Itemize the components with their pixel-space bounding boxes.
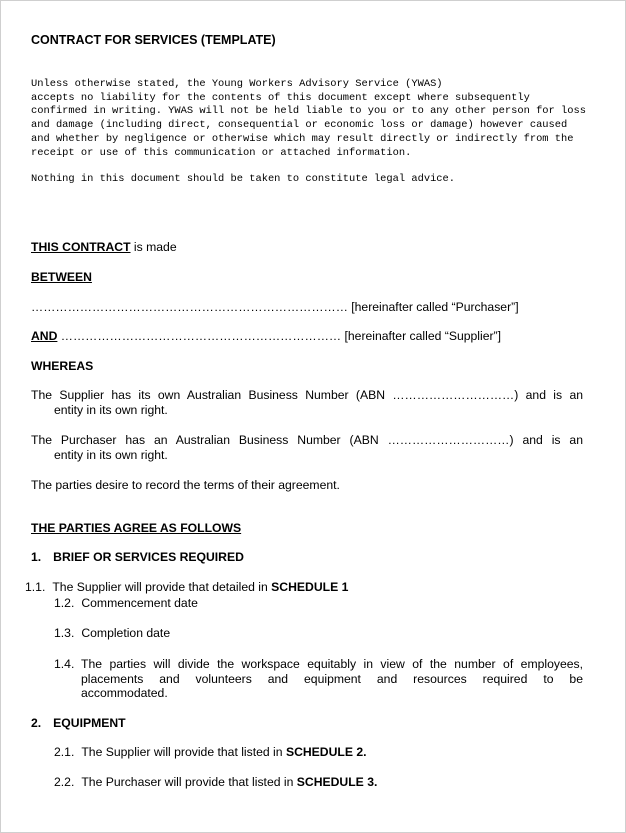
item-1-4-line: accommodated. bbox=[81, 686, 168, 701]
item-1-4-line: placements and volunteers and equipment and resources required to be bbox=[81, 671, 583, 686]
whereas-heading: WHEREAS bbox=[31, 359, 94, 373]
is-made-text: is made bbox=[130, 240, 177, 254]
legal-advice-note: Nothing in this document should be taken to constitute legal advice. bbox=[31, 173, 456, 185]
purchaser-abn-line: The Purchaser has an Australian Business Number (ABN …………………………) and is an bbox=[31, 433, 583, 447]
supplier-abn-clause bbox=[31, 388, 583, 417]
section-2-title: EQUIPMENT bbox=[53, 716, 126, 730]
item-1-4-text bbox=[81, 657, 583, 701]
item-1-2-number: 1.2. bbox=[54, 596, 75, 610]
supplier-entity-line: entity in its own right. bbox=[54, 403, 168, 417]
item-1-4-line: The parties will divide the workspace equitably in view of the number of employees, bbox=[81, 657, 583, 671]
supplier-blank: …………………………………………………………… bbox=[57, 329, 342, 343]
item-1-1-schedule: SCHEDULE 1 bbox=[271, 580, 349, 594]
item-2-1 bbox=[54, 745, 367, 759]
item-2-1-number: 2.1. bbox=[54, 745, 75, 759]
item-2-2-schedule: SCHEDULE 3. bbox=[296, 775, 378, 789]
and-heading: AND bbox=[31, 329, 58, 343]
agree-heading: THE PARTIES AGREE AS FOLLOWS bbox=[31, 521, 242, 535]
disclaimer-line: accepts no liability for the contents of this document except where subsequently bbox=[31, 91, 530, 104]
this-contract-line bbox=[31, 240, 177, 254]
disclaimer-line: and damage (including direct, consequential or economic loss or damage) however caused bbox=[31, 119, 568, 132]
item-1-3 bbox=[54, 626, 170, 640]
supplier-abn-line: The Supplier has its own Australian Business Number (ABN …………………………) and is an bbox=[31, 388, 583, 402]
item-2-2-text: The Purchaser will provide that listed in bbox=[81, 775, 297, 789]
item-2-1-text: The Supplier will provide that listed in bbox=[81, 745, 286, 759]
parties-desire-text: The parties desire to record the terms of their agreement. bbox=[31, 478, 340, 492]
between-heading: BETWEEN bbox=[31, 270, 92, 284]
item-2-2-number: 2.2. bbox=[54, 775, 75, 789]
item-1-2 bbox=[54, 596, 198, 610]
section-2-number: 2. bbox=[31, 716, 42, 730]
item-1-3-text: Completion date bbox=[81, 626, 171, 640]
supplier-label: [hereinafter called “Supplier”] bbox=[341, 329, 501, 343]
purchaser-abn-clause bbox=[31, 433, 583, 462]
disclaimer-line: receipt or use of this communication or attached information. bbox=[31, 146, 412, 159]
purchaser-entity-line: entity in its own right. bbox=[54, 448, 168, 462]
item-2-2 bbox=[54, 775, 377, 789]
item-2-1-schedule: SCHEDULE 2. bbox=[285, 745, 367, 759]
section-1-number: 1. bbox=[31, 550, 42, 564]
purchaser-party-line bbox=[31, 300, 519, 314]
disclaimer-line: and whether by negligence or otherwise which may result directly or indirectly from the bbox=[31, 132, 574, 145]
purchaser-label: [hereinafter called “Purchaser”] bbox=[347, 300, 519, 314]
item-1-2-text: Commencement date bbox=[81, 596, 198, 610]
document-title: CONTRACT FOR SERVICES (TEMPLATE) bbox=[31, 33, 276, 47]
item-1-3-number: 1.3. bbox=[54, 626, 75, 640]
item-1-1 bbox=[25, 580, 348, 594]
supplier-party-line bbox=[31, 329, 501, 343]
item-1-1-number: 1.1. bbox=[25, 580, 46, 594]
item-1-1-text: The Supplier will provide that detailed in bbox=[52, 580, 272, 594]
section-1-title: BRIEF OR SERVICES REQUIRED bbox=[53, 550, 244, 564]
purchaser-blank: …………………………………………………………………… bbox=[31, 300, 348, 314]
item-1-4-number: 1.4. bbox=[54, 657, 75, 671]
section-1-heading bbox=[31, 550, 244, 564]
disclaimer-line: confirmed in writing. YWAS will not be held liable to you or to any other person for loss bbox=[31, 105, 586, 118]
disclaimer-paragraph bbox=[31, 78, 586, 160]
this-contract-heading: THIS CONTRACT bbox=[31, 240, 131, 254]
section-2-heading bbox=[31, 716, 126, 730]
disclaimer-line: Unless otherwise stated, the Young Workers Advisory Service (YWAS) bbox=[31, 78, 443, 90]
